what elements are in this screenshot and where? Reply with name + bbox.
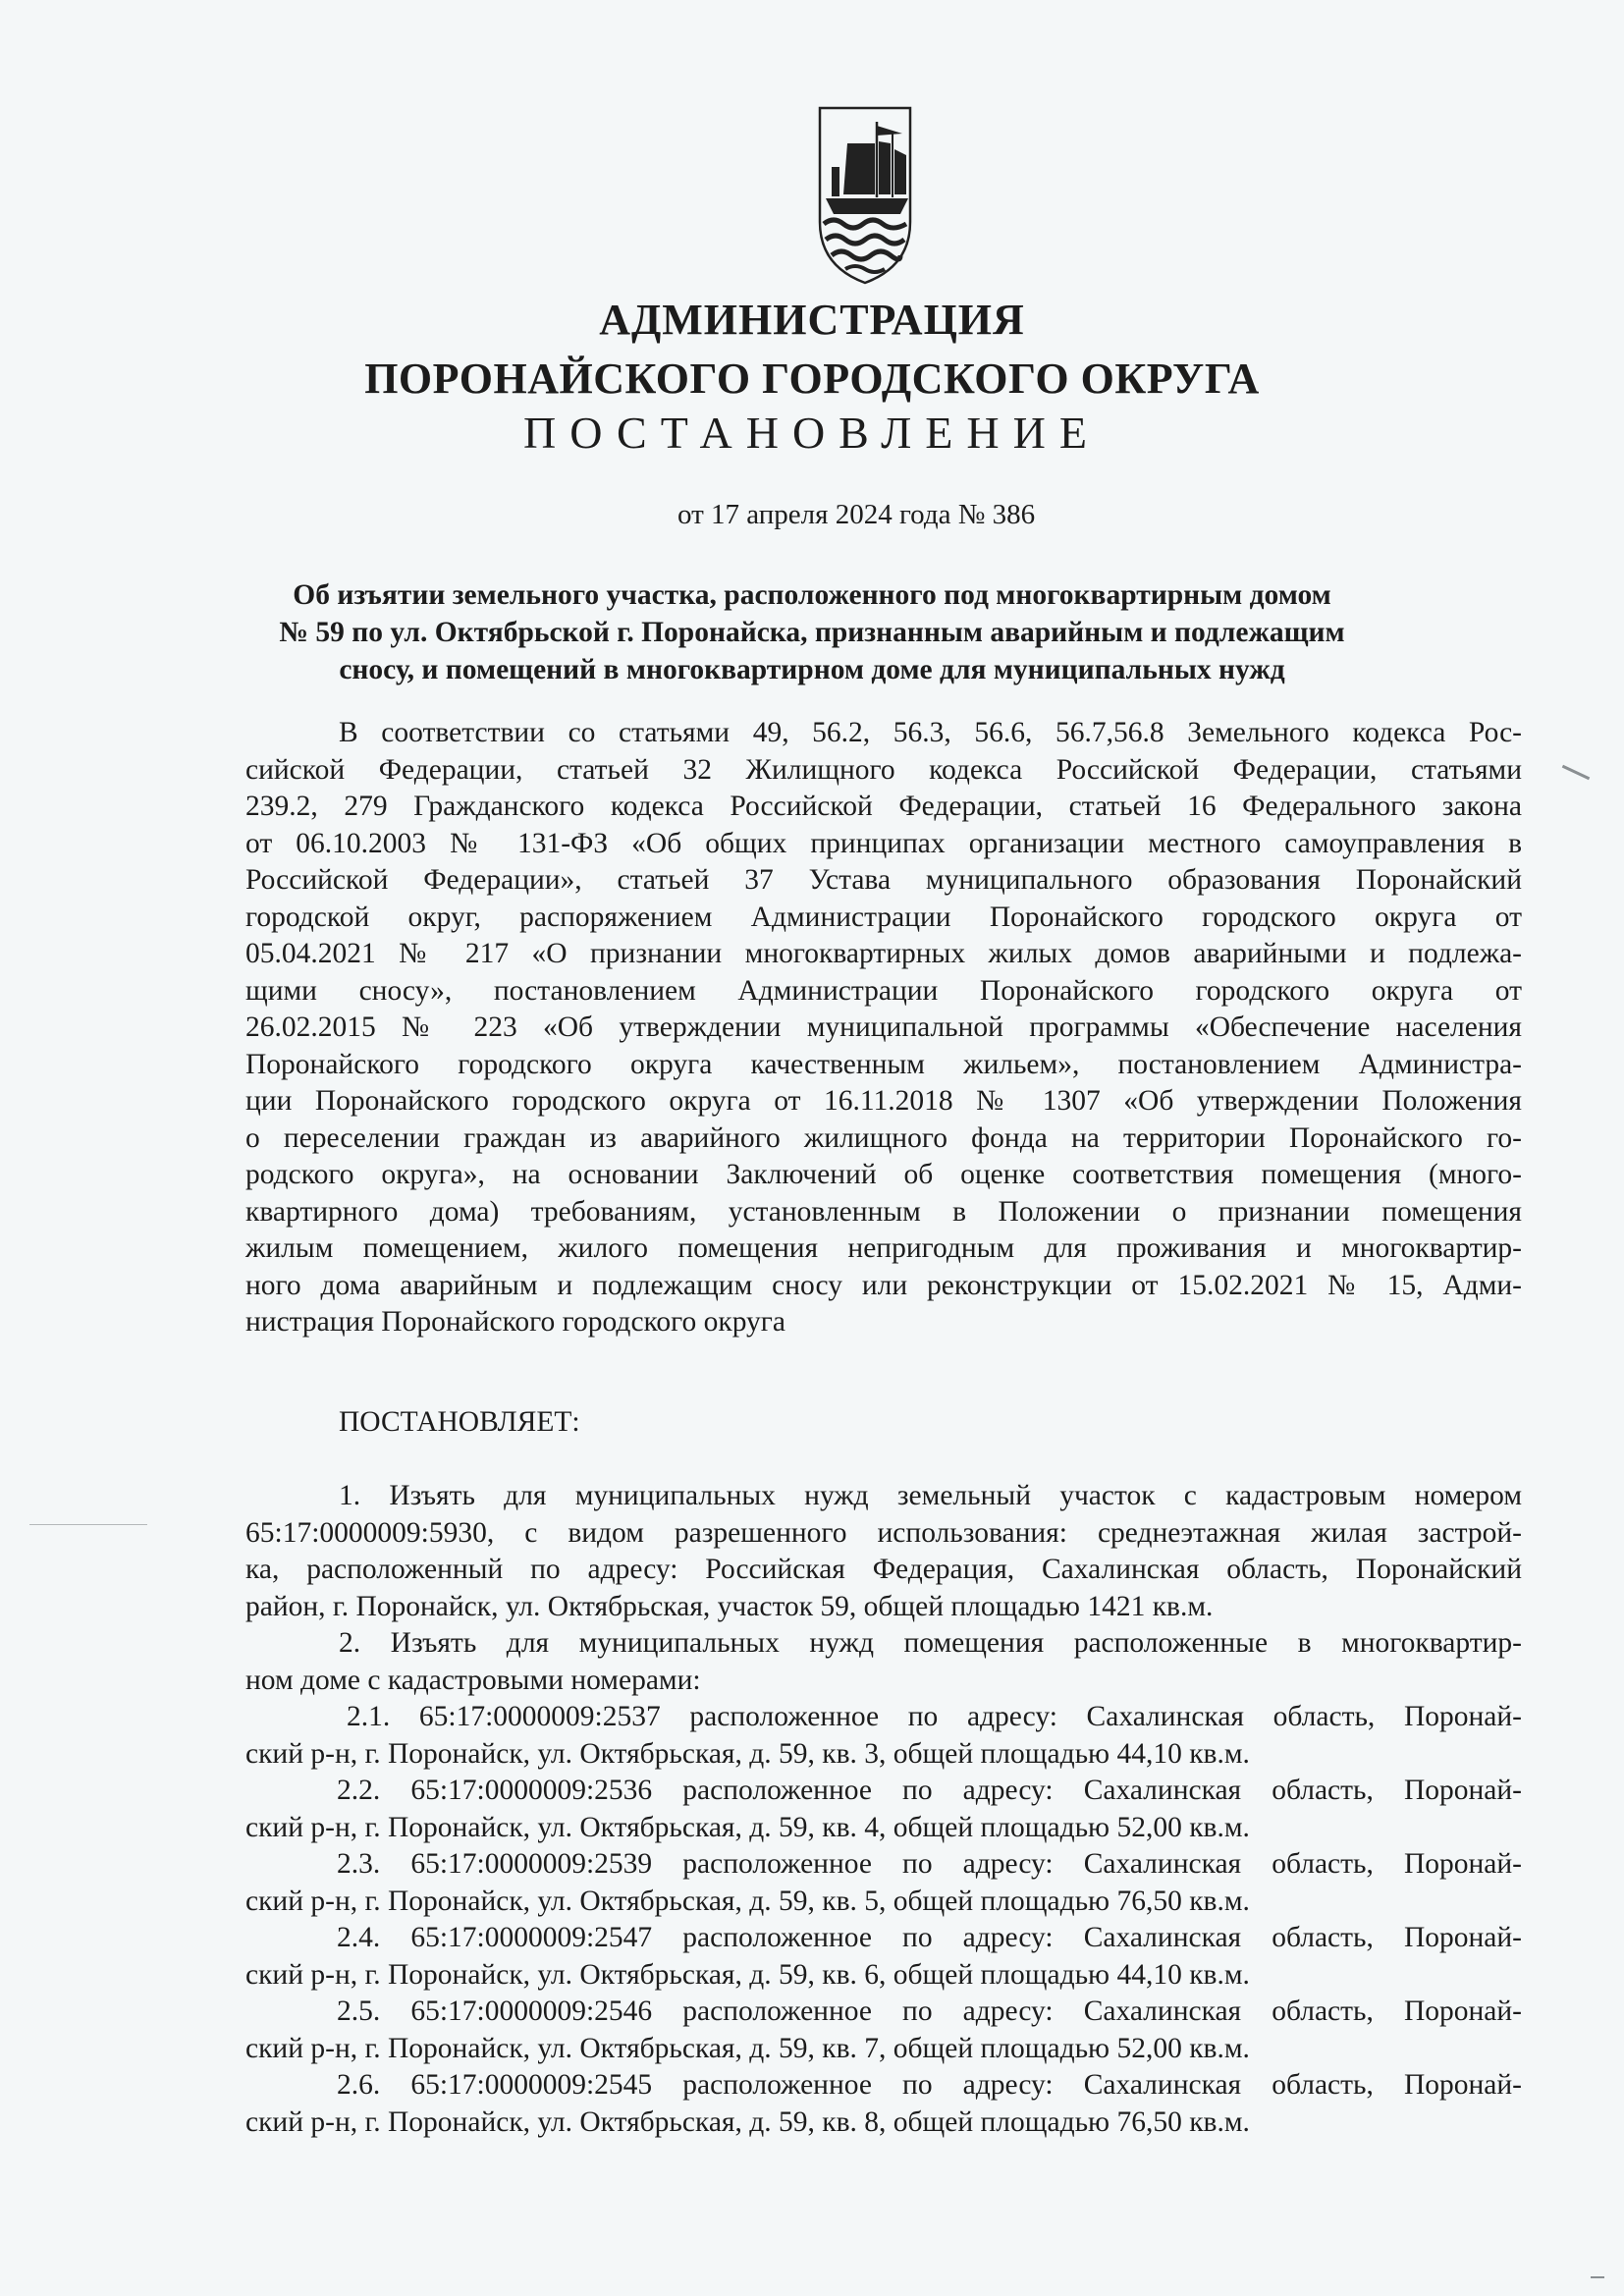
resolve-label: ПОСТАНОВЛЯЕТ: — [339, 1406, 580, 1438]
subject-line: сносу, и помещений в многоквартирном доме для муниципальных нужд — [339, 654, 1285, 685]
preamble-line: 05.04.2021 № 217 «О признании многоквартирных жилых домов аварийными и подлежа- — [245, 938, 1522, 969]
scan-artifact — [1562, 765, 1590, 780]
item-2-5-line: 2.5. 65:17:0000009:2546 расположенное по адресу: Сахалинская область, Поронай- — [337, 1995, 1522, 2027]
item-2-6-line: ский р-н, г. Поронайск, ул. Октябрьская, д. 59, кв. 8, общей площадью 76,50 кв.м. — [245, 2105, 1250, 2138]
item-2-1-line: 2.1. 65:17:0000009:2537 расположенное по адресу: Сахалинская область, Поронай- — [347, 1701, 1522, 1732]
scan-artifact — [1591, 2276, 1604, 2278]
org-name-line1: АДМИНИСТРАЦИЯ — [599, 296, 1025, 344]
preamble-line: квартирного дома) требованиям, установленным в Положении о признании помещения — [245, 1195, 1522, 1228]
item-2-6-line: 2.6. 65:17:0000009:2545 расположенное по адресу: Сахалинская область, Поронай- — [337, 2069, 1522, 2101]
item-2-4-line: ский р-н, г. Поронайск, ул. Октябрьская, д. 59, кв. 6, общей площадью 44,10 кв.м. — [245, 1958, 1250, 1991]
subject-line: № 59 по ул. Октябрьской г. Поронайска, признанным аварийным и подлежащим — [279, 617, 1345, 648]
preamble-line: городской округ, распоряжением Администрации Поронайского городского округа от — [245, 901, 1522, 933]
item-1-line: ка, расположенный по адресу: Российская Федерация, Сахалинская область, Поронайский — [245, 1554, 1522, 1585]
preamble-line: ного дома аварийным и подлежащим сносу или реконструкции от 15.02.2021 № 15, Адми- — [245, 1269, 1522, 1301]
item-2-2-line: ский р-н, г. Поронайск, ул. Октябрьская, д. 59, кв. 4, общей площадью 52,00 кв.м. — [245, 1811, 1250, 1843]
preamble-paragraph — [245, 715, 1522, 1341]
item-2-3-line: ский р-н, г. Поронайск, ул. Октябрьская, д. 59, кв. 5, общей площадью 76,50 кв.м. — [245, 1885, 1250, 1917]
preamble-line: о переселении граждан из аварийного жилищного фонда на территории Поронайского го- — [245, 1121, 1522, 1154]
preamble-line: от 06.10.2003 № 131-ФЗ «Об общих принципах организации местного самоуправления в — [245, 827, 1522, 859]
coat-of-arms-emblem — [818, 104, 912, 285]
item-2-line: ном доме с кадастровыми номерами: — [245, 1664, 701, 1696]
preamble-line: 239.2, 279 Гражданского кодекса Российской Федерации, статьей 16 Федерального закона — [245, 791, 1522, 822]
preamble-line: родского округа», на основании Заключений об оценке соответствия помещения (много- — [245, 1159, 1522, 1190]
preamble-line: жилым помещением, жилого помещения непригодным для проживания и многоквартир- — [245, 1232, 1522, 1264]
item-2-4-line: 2.4. 65:17:0000009:2547 расположенное по адресу: Сахалинская область, Поронай- — [337, 1922, 1522, 1953]
item-2-1-line: ский р-н, г. Поронайск, ул. Октябрьская, д. 59, кв. 3, общей площадью 44,10 кв.м. — [245, 1737, 1250, 1770]
item-1-line: 65:17:0000009:5930, с видом разрешенного использования: среднеэтажная жилая застрой- — [245, 1516, 1522, 1549]
preamble-line: ции Поронайского городского округа от 16.11.2018 № 1307 «Об утверждении Положения — [245, 1085, 1522, 1117]
scan-artifact — [29, 1524, 147, 1525]
item-1-line: 1. Изъять для муниципальных нужд земельный участок с кадастровым номером — [339, 1480, 1522, 1511]
preamble-line: щими сносу», постановлением Администрации Поронайского городского округа от — [245, 974, 1522, 1007]
preamble-line: Поронайского городского округа качественным жильем», постановлением Администра- — [245, 1048, 1522, 1080]
item-2-line: 2. Изъять для муниципальных нужд помещения расположенные в многоквартир- — [339, 1627, 1522, 1659]
subject-line: Об изъятии земельного участка, расположенного под многоквартирным домом — [293, 579, 1331, 611]
item-2-5-line: ский р-н, г. Поронайск, ул. Октябрьская, д. 59, кв. 7, общей площадью 52,00 кв.м. — [245, 2032, 1250, 2064]
org-name-line2: ПОРОНАЙСКОГО ГОРОДСКОГО ОКРУГА — [364, 355, 1260, 403]
item-2-3-line: 2.3. 65:17:0000009:2539 расположенное по адресу: Сахалинская область, Поронай- — [337, 1848, 1522, 1880]
preamble-line: Российской Федерации», статьей 37 Устава муниципального образования Поронайский — [245, 864, 1522, 896]
preamble-line: сийской Федерации, статьей 32 Жилищного кодекса Российской Федерации, статьями — [245, 753, 1522, 786]
document-type: ПОСТАНОВЛЕНИЕ — [523, 408, 1101, 458]
preamble-line: 26.02.2015 № 223 «Об утверждении муниципальной программы «Обеспечение населения — [245, 1011, 1522, 1043]
document-subject — [0, 576, 1624, 688]
item-2-2-line: 2.2. 65:17:0000009:2536 расположенное по адресу: Сахалинская область, Поронай- — [337, 1775, 1522, 1806]
item-1-line: район, г. Поронайск, ул. Октябрьская, участок 59, общей площадью 1421 кв.м. — [245, 1590, 1214, 1622]
preamble-line: нистрация Поронайского городского округа — [245, 1306, 785, 1338]
document-date-number: от 17 апреля 2024 года № 386 — [677, 499, 1036, 530]
preamble-line: В соответствии со статьями 49, 56.2, 56.3, 56.6, 56.7,56.8 Земельного кодекса Рос- — [339, 717, 1522, 748]
resolution-items — [245, 1478, 1522, 2141]
